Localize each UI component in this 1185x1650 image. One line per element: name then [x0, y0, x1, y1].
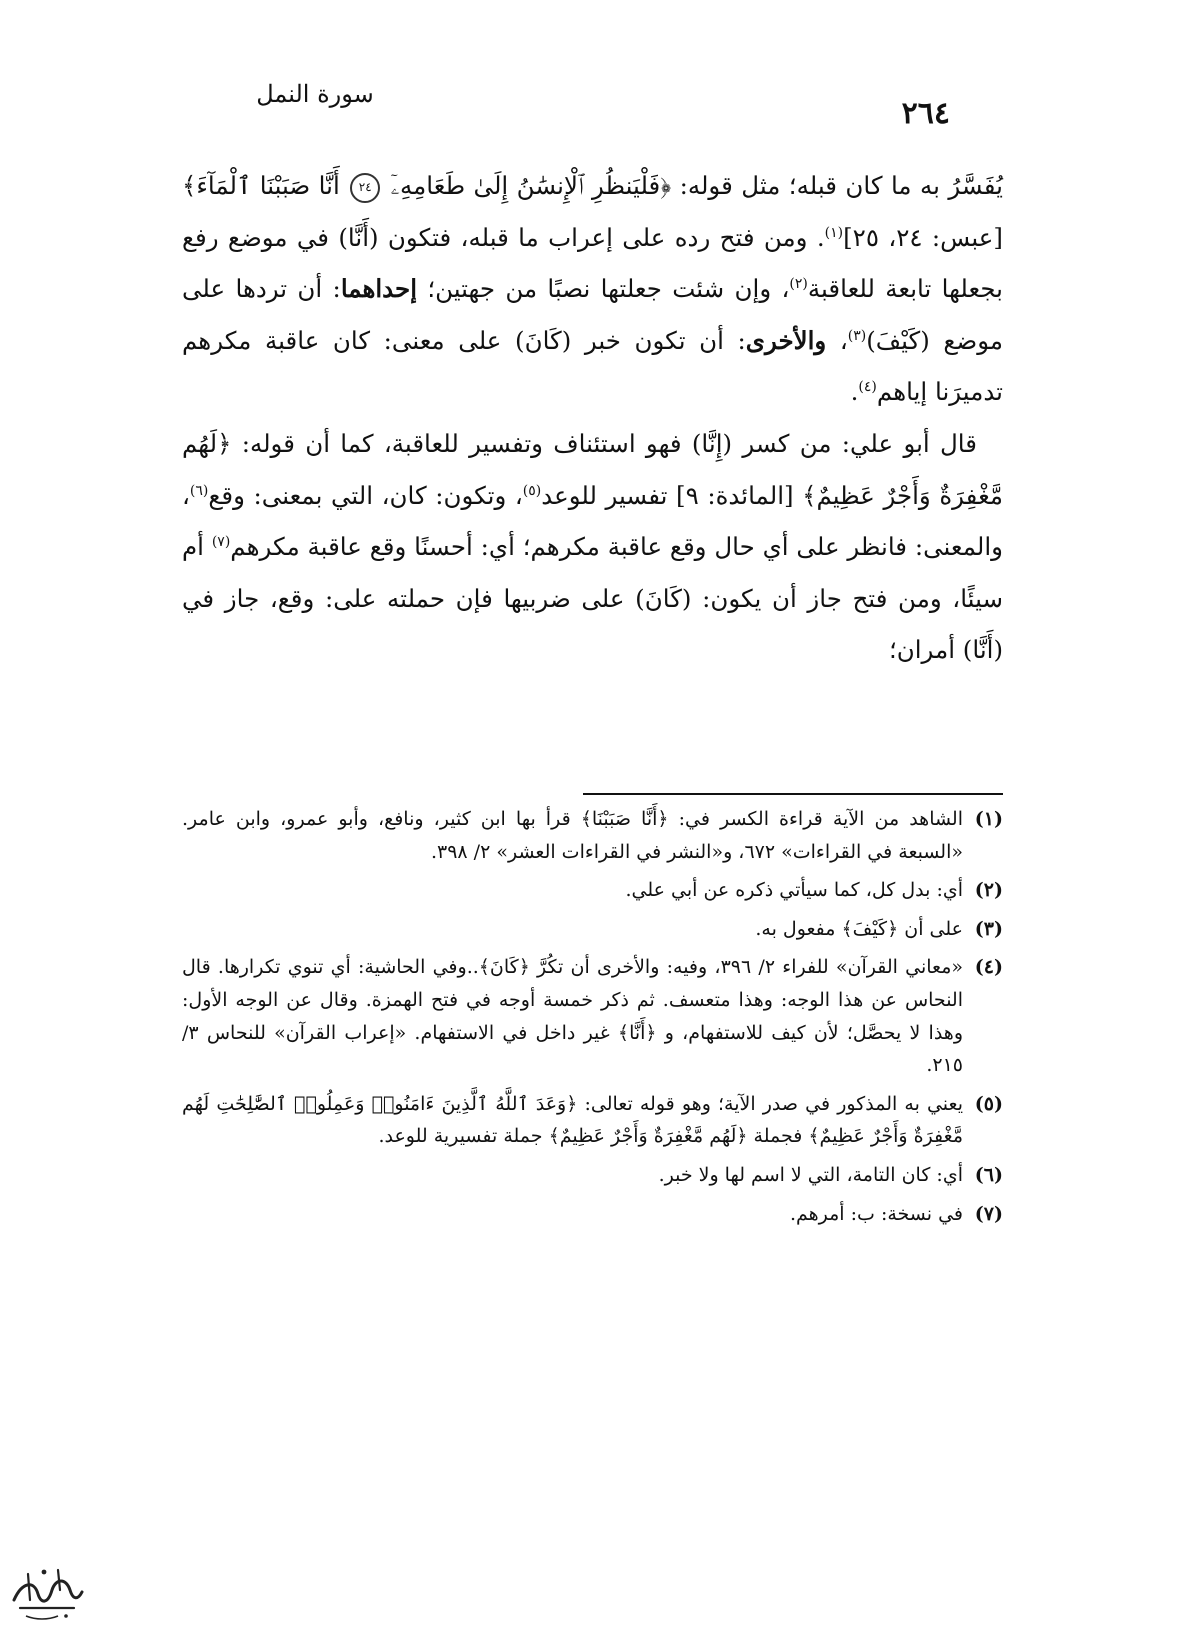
text-run: . [850, 377, 859, 407]
footnote-number: (٥) [974, 1092, 1003, 1115]
publisher-stamp-logo [8, 1560, 86, 1626]
text-run: ، وإن شئت جعلتها نصبًا من جهتين؛ [417, 274, 790, 304]
text-run: يُفَسَّرُ به ما كان قبله؛ مثل قوله: [671, 171, 1003, 200]
footnote [182, 1088, 1003, 1153]
page-title: سورة النمل [256, 80, 374, 108]
footnote-number: (٤) [974, 956, 1003, 979]
footnote-text: يعني به المذكور في صدر الآية؛ وهو قوله تعالى: ﴿وَعَدَ ٱللَّهُ ٱلَّذِينَ ءَامَنُوا۟ وَعَمِلُوا۟ ٱلصَّٰلِحَٰتِ لَهُم مَّغْفِرَةٌ وَأَجْرٌ عَظِيمٌ﴾ فجملة ﴿لَهُم مَّغْفِرَةٌ وَأَجْرٌ عَظِيمٌ﴾ جملة تفسيرية للوعد. [182, 1092, 963, 1148]
footnote-text: على أن ﴿كَيْفَ﴾ مفعول به. [755, 917, 963, 940]
quran-quote: ﴿فَلْيَنظُرِ ٱلْإِنسَٰنُ إِلَىٰ طَعَامِهِۦٓ [390, 171, 672, 200]
text-run: . ومن فتح رده على إعراب ما قبله، فتكون (أَنَّا) في موضع رفع بجعلها تابعة للعاقبة [182, 222, 1003, 304]
text-run: قال أبو علي: من كسر (إِنَّا) فهو استئناف وتفسير للعاقبة، كما أن قوله: [231, 428, 977, 458]
footnote-ref[interactable]: (٦) [189, 482, 209, 499]
footnote [182, 874, 1003, 907]
footnote-text: أي: بدل كل، كما سيأتي ذكره عن أبي علي. [625, 879, 963, 902]
footnote [182, 951, 1003, 1081]
footnote-ref[interactable]: (٢) [789, 276, 808, 293]
footnote-text: أي: كان التامة، التي لا اسم لها ولا خبر. [658, 1163, 963, 1186]
text-run: أم سيئًا، ومن فتح جاز أن يكون: (كَانَ) على ضربيها فإن حملته على: وقع، جاز في (أَنَّا) أمران؛ [182, 532, 1003, 665]
footnote-number: (٣) [974, 917, 1003, 940]
text-run: [المائدة: ٩] تفسير للوعد [541, 480, 803, 510]
footnote-ref[interactable]: (٧) [211, 534, 231, 551]
footnote-number: (٦) [974, 1163, 1003, 1186]
page-number: ٢٦٤ [901, 96, 950, 131]
footnote [182, 803, 1003, 868]
footnote-ref[interactable]: (٥) [522, 482, 542, 499]
paragraph-2 [182, 418, 1003, 676]
text-run: ، [826, 325, 848, 355]
footnote [182, 913, 1003, 946]
paragraph-1 [182, 160, 1003, 418]
footnote-text: الشاهد من الآية قراءة الكسر في: ﴿أَنَّا صَبَبْنَا﴾ قرأ بها ابن كثير، ونافع، وأبو عمرو، وابن عامر. «السبعة في القراءات» ٦٧٢، و«النشر في القراءات العشر» ٢/ ٣٩٨. [182, 808, 963, 863]
main-text [182, 160, 1003, 676]
footnote [182, 1198, 1003, 1231]
footnote-ref[interactable]: (٤) [858, 379, 877, 396]
footnote-ref[interactable]: (٣) [847, 327, 867, 344]
footnote-number: (٢) [974, 879, 1003, 902]
text-run: ، والمعنى: فانظر على أي حال وقع عاقبة مكرهم؛ أي: أحسنًا وقع عاقبة مكرهم [182, 480, 1004, 562]
text-run: : أن تردها على موضع (كَيْفَ) [182, 274, 1003, 355]
bold-term: إحداهما [340, 274, 417, 304]
footnote-number: (٧) [974, 1202, 1003, 1225]
text-run: ، وتكون: كان، التي بمعنى: وقع [208, 480, 523, 510]
footnotes [182, 803, 1003, 1236]
quran-quote: ﴿لَهُم مَّغْفِرَةٌ وَأَجْرٌ عَظِيمٌ﴾ [182, 428, 1004, 510]
footnote-number: (١) [974, 808, 1003, 830]
footnote [182, 1159, 1003, 1192]
ayah-number-marker: ٢٤ [350, 173, 380, 203]
footnote-text: في نسخة: ب: أمرهم. [789, 1202, 963, 1225]
footnote-ref[interactable]: (١) [824, 224, 844, 241]
footnote-separator [583, 793, 1003, 795]
bold-term: والأخرى [745, 325, 827, 355]
text-run: : أن تكون خبر (كَانَ) على معنى: كان عاقبة مكرهم تدميرَنا إياهم [182, 325, 1003, 407]
text-run: [عبس: ٢٤، ٢٥] [843, 222, 1003, 252]
quran-quote: أَنَّا صَبَبْنَا ٱلْمَآءَ﴾ [182, 171, 340, 200]
footnote-text: «معاني القرآن» للفراء ٢/ ٣٩٦، وفيه: والأخرى أن تكُرَّ ﴿كَانَ﴾..وفي الحاشية: أي تنوي تكرارها. قال النحاس عن هذا الوجه: وهذا متعسف. ثم ذكر خمسة أوجه في فتح الهمزة. وقال عن الوجه الأول: وهذا لا يحصَّل؛ لأن كيف للاستفهام، و ﴿أَنَّا﴾ غير داخل في الاستفهام. «إعراب القرآن» للنحاس ٣/ ٢١٥. [182, 956, 964, 1077]
